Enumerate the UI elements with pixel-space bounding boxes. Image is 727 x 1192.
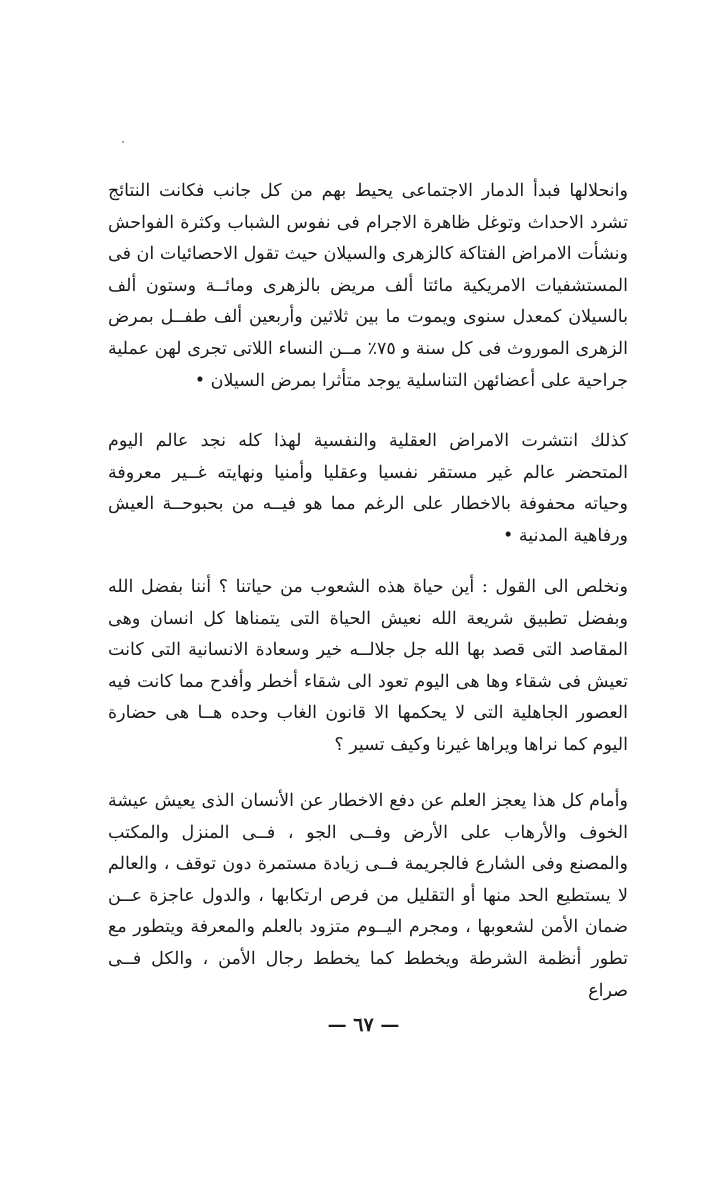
paragraph-2: كذلك انتشرت الامراض العقلية والنفسية لهذا كله نجد عالم اليوم المتحضر عالم غير مستقر نفسيا وعقليا وأمنيا ونهايته غــير معروفة وحياته محفوفة بالاخطار على الرغم مما هو فيــه من بحبوحــة العيش ورفاهية المدنية • xyxy=(108,431,628,546)
page-number: — ٦٧ — xyxy=(327,1014,400,1036)
paragraph-1: وانحلالها فبدأ الدمار الاجتماعى يحيط بهم من كل جانب فكانت النتائج تشرد الاحداث وتوغل ظاهرة الاجرام فى نفوس الشباب وكثرة الفواحش ونشأت الامراض الفتاكة كالزهرى والسيلان حيث تقول الاحصائيات ان فى المستشفيات الامريكية مائتا ألف مريض بالزهرى ومائــة وستون ألف بالسيلان كمعدل سنوى ويموت ما بين ثلاثين وأربعين ألف طفــل بمرض الزهرى الموروث فى كل سنة و ٧٥٪ مــن النساء اللاتى تجرى لهن عملية جراحية على أعضائهن التناسلية يوجد متأثرا بمرض السيلان • xyxy=(108,181,628,391)
paper-speck xyxy=(122,141,124,143)
paragraph-3: ونخلص الى القول : أين حياة هذه الشعوب من حياتنا ؟ أننا بفضل الله وبفضل تطبيق شريعة الله نعيش الحياة التى يتمناها كل انسان وهى المقاصد التى قصد بها الله جل جلالــه خير وسعادة الانسانية التى كانت تعيش فى شقاء وها هى اليوم تعود الى شقاء أخطر وأفدح مما كانت فيه العصور الجاهلية التى لا يحكمها الا قانون الغاب وحده هــا هى حضارة اليوم كما نراها ويراها غيرنا وكيف تسير ؟ xyxy=(108,577,628,755)
paragraph-4: وأمام كل هذا يعجز العلم عن دفع الاخطار عن الأنسان الذى يعيش عيشة الخوف والأرهاب على الأرض وفــى الجو ، فــى المنزل والمكتب والمصنع وفى الشارع فالجريمة فــى زيادة مستمرة دون توقف ، والعالم لا يستطيع الحد منها أو التقليل من فرص ارتكابها ، والدول عاجزة عــن ضمان الأمن لشعوبها ، ومجرم اليــوم متزود بالعلم والمعرفة ويتطور مع تطور أنظمة الشرطة ويخطط كما يخطط رجال الأمن ، والكل فــى صراع xyxy=(108,791,628,1001)
